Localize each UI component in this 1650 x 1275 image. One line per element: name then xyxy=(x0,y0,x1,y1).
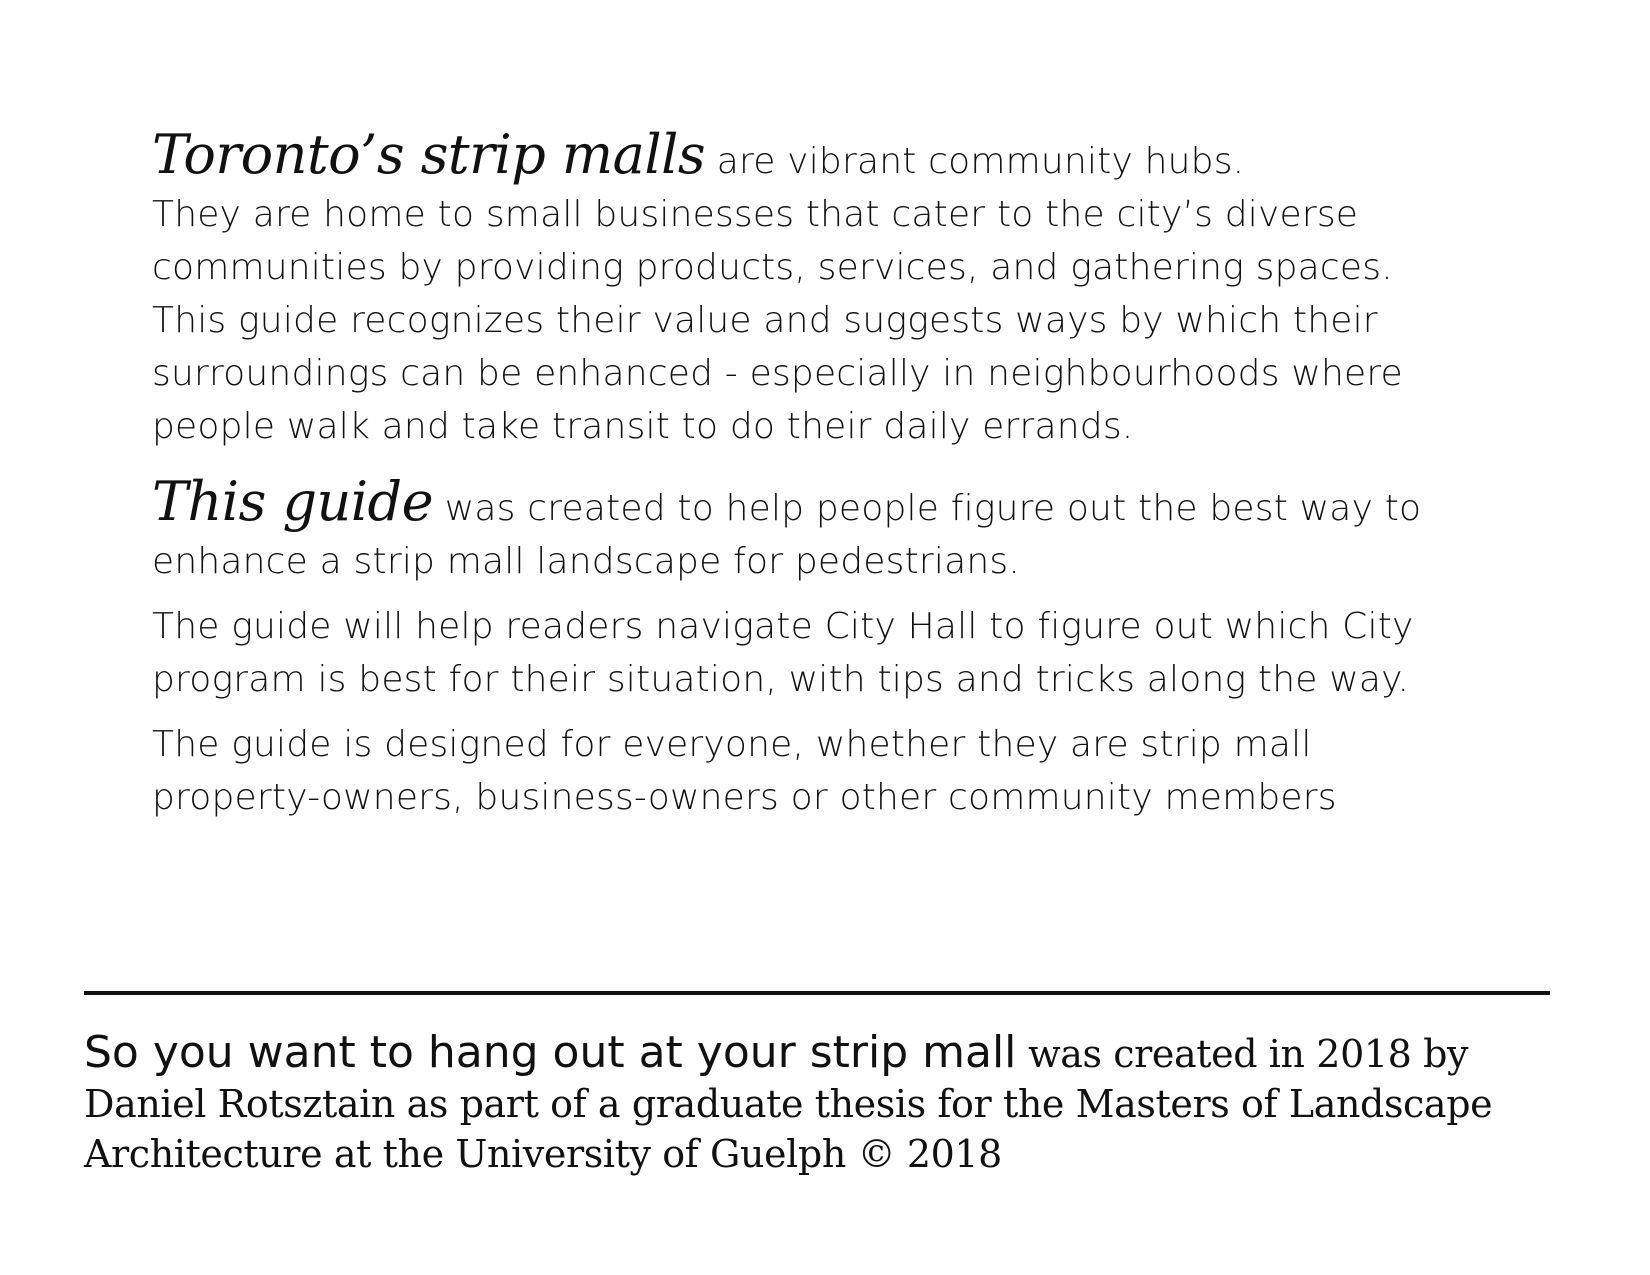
paragraph-city-hall xyxy=(152,600,1552,706)
p3-line-2: program is best for their situation, with tips and tricks along the way. xyxy=(152,659,1410,700)
p3-line-1: The guide will help readers navigate City Hall to figure out which City xyxy=(152,606,1414,647)
paragraph-strip-malls xyxy=(152,123,1552,453)
p1-line-5: surroundings can be enhanced - especially in neighbourhoods where xyxy=(152,353,1403,394)
p1-line-6: people walk and take transit to do their daily errands. xyxy=(152,406,1134,447)
credit-line-3: Architecture at the University of Guelph © 2018 xyxy=(84,1132,1002,1176)
credit-paragraph xyxy=(84,1028,1574,1179)
p1-line-3: communities by providing products, services, and gathering spaces. xyxy=(152,247,1393,288)
credit-line-1: was created in 2018 by xyxy=(1016,1032,1469,1076)
divider-rule xyxy=(84,991,1550,995)
lead-strip-malls: Toronto’s strip malls xyxy=(152,123,706,186)
credit-line-2: Daniel Rotsztain as part of a graduate thesis for the Masters of Landscape xyxy=(84,1082,1493,1126)
guide-title: So you want to hang out at your strip mall xyxy=(84,1027,1017,1078)
p4-line-1: The guide is designed for everyone, whether they are strip mall xyxy=(152,724,1312,765)
paragraph-audience xyxy=(152,718,1552,824)
intro-section xyxy=(152,123,1552,824)
p2-line-1: was created to help people figure out the best way to xyxy=(433,488,1422,529)
credit-section xyxy=(84,1028,1574,1179)
p1-line-2: They are home to small businesses that cater to the city’s diverse xyxy=(152,194,1359,235)
p1-line-4: This guide recognizes their value and suggests ways by which their xyxy=(152,300,1378,341)
lead-this-guide: This guide xyxy=(152,470,434,533)
paragraph-this-guide xyxy=(152,470,1552,588)
p4-line-2: property-owners, business-owners or other community members xyxy=(152,777,1337,818)
p2-line-2: enhance a strip mall landscape for pedestrians. xyxy=(152,541,1020,582)
p1-line-1: are vibrant community hubs. xyxy=(705,141,1245,182)
